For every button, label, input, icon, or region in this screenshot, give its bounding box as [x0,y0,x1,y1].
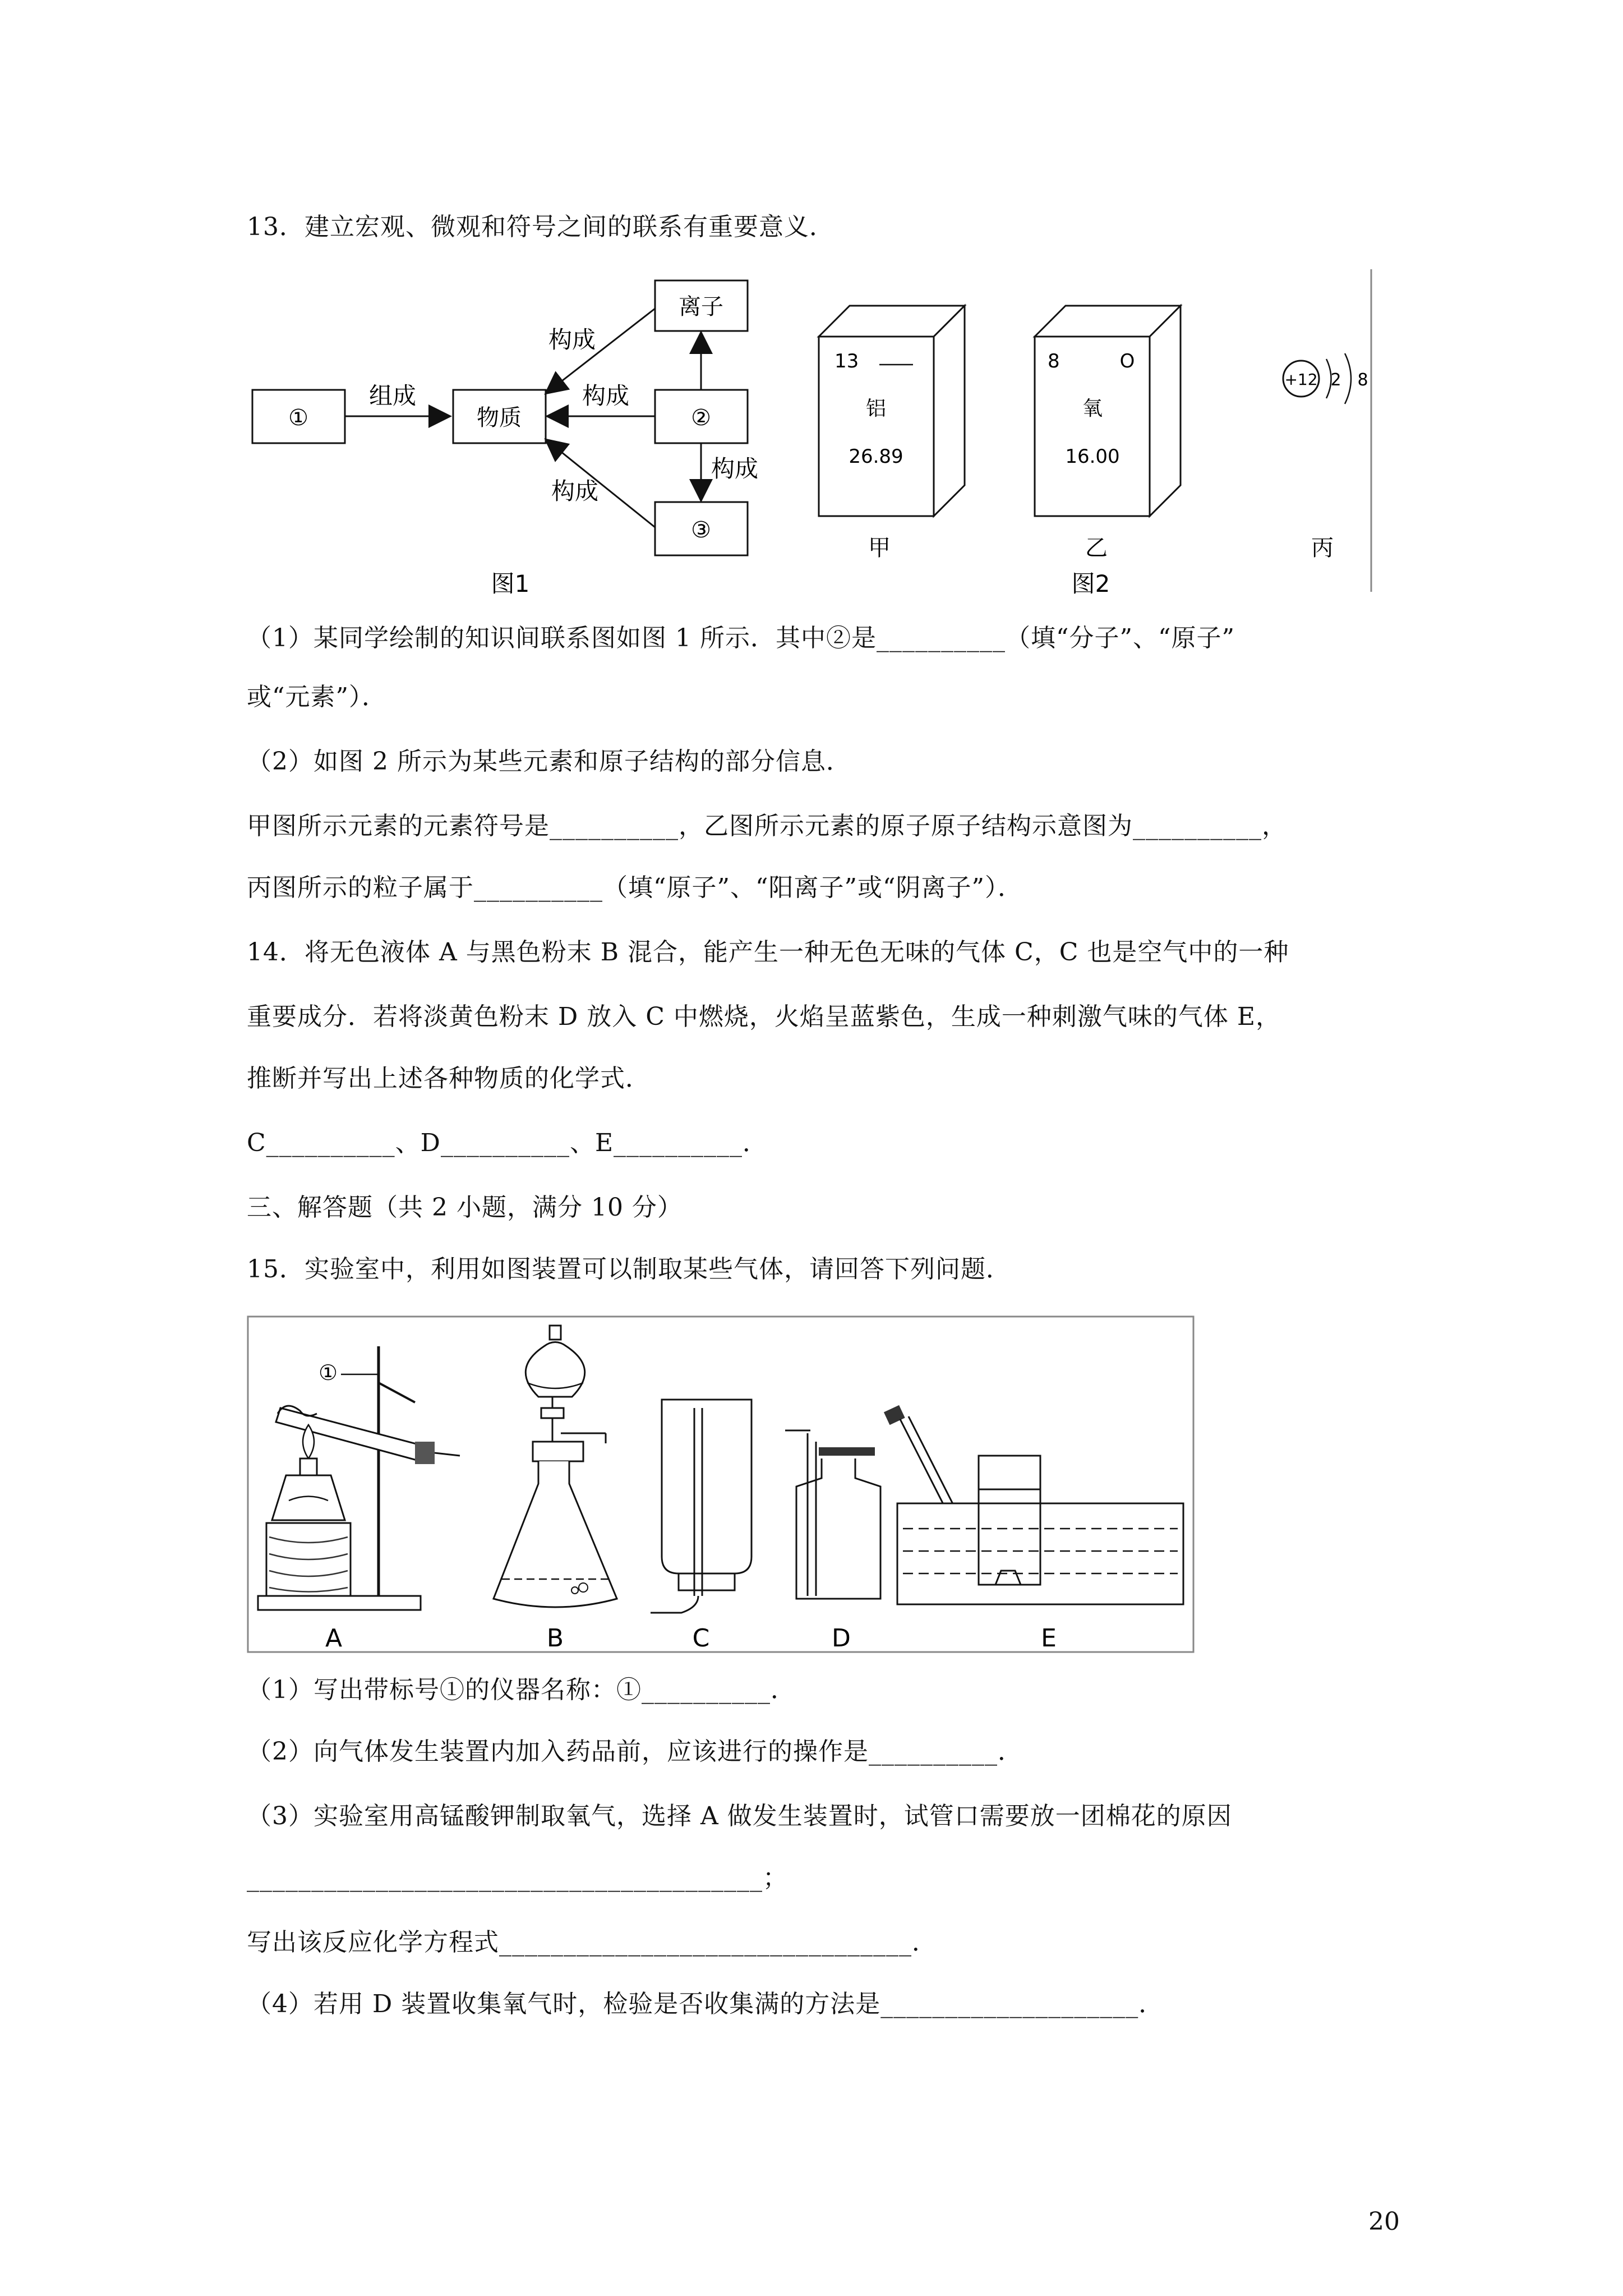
apparatus-d [785,1430,880,1653]
q15-part3-line1: （3）实验室用高锰酸钾制取氧气，选择 A 做发生装置时，试管口需要放一团棉花的原因 [247,1802,1232,1830]
q15-part3-line2: ________________________________________； [247,1864,788,1892]
svg-text:C: C [692,1624,710,1653]
element-card-yi [1035,306,1181,561]
q14-line1: 14．将无色液体 A 与黑色粉末 B 混合，能产生一种无色无味的气体 C，C 也是空气中的一种 [247,938,1289,967]
q13-part1-line2: 或“元素”）． [247,683,387,711]
apparatus-e [884,1405,1183,1653]
section-heading: 三、解答题（共 2 小题，满分 10 分） [247,1193,683,1222]
svg-text:氧: 氧 [1082,397,1103,420]
page-number: 20 [1368,2207,1400,2236]
box-2 [655,390,748,443]
q13-part2-line3: 丙图所示的粒子属于__________（填“原子”、“阳离子”或“阴离子”）． [247,873,1023,902]
svg-text:②: ② [691,405,711,431]
q15-part4: （4）若用 D 装置收集氧气时，检验是否收集满的方法是____________________． [247,1990,1164,2018]
svg-text:离子: 离子 [679,294,723,320]
q14-line3: 推断并写出上述各种物质的化学式． [247,1064,651,1093]
svg-text:13: 13 [834,350,859,372]
svg-text:26.89: 26.89 [849,445,903,468]
atom-structure-bing [1283,353,1368,561]
label-compose: 组成 [368,382,417,409]
svg-text:①: ① [288,405,308,431]
svg-text:丙: 丙 [1311,535,1334,561]
svg-text:A: A [325,1624,343,1653]
svg-text:③: ③ [691,517,711,543]
box-1 [252,390,345,443]
svg-text:E: E [1041,1624,1057,1653]
svg-text:甲: 甲 [868,535,891,561]
q13-figure [247,269,1385,600]
svg-text:乙: 乙 [1085,535,1108,561]
svg-text:2: 2 [1330,370,1341,390]
apparatus-c [651,1400,751,1653]
fig1-caption: 图1 [491,570,530,597]
element-card-jia [819,306,965,561]
q13-part2-line2: 甲图所示元素的元素符号是__________，乙图所示元素的原子原子结构示意图为__________， [247,812,1287,840]
q13-part1-line1: （1）某同学绘制的知识间联系图如图 1 所示．其中②是__________（填“分子”、“原子” [247,624,1235,652]
svg-text:铝: 铝 [865,397,887,420]
label-constitute-top: 构成 [548,326,596,353]
apparatus-b [494,1326,617,1653]
q13-title: 13．建立宏观、微观和符号之间的联系有重要意义． [247,213,834,241]
box-ion [655,280,748,331]
q15-part1: （1）写出带标号①的仪器名称：①__________． [247,1676,796,1704]
svg-text:物质: 物质 [477,405,522,431]
box-3 [655,502,748,555]
svg-text:8: 8 [1357,370,1368,390]
q15-apparatus-figure [247,1315,1200,1663]
box-matter [453,390,546,443]
marker-1: ① [318,1360,338,1385]
svg-text:B: B [546,1624,564,1653]
svg-text:8: 8 [1048,350,1060,372]
svg-text:D: D [832,1624,851,1653]
fig2-caption: 图2 [1071,570,1110,597]
q15-title: 15．实验室中，利用如图装置可以制取某些气体，请回答下列问题． [247,1255,1011,1283]
svg-text:O: O [1119,350,1135,372]
svg-text:16.00: 16.00 [1065,445,1120,468]
q13-part2-line1: （2）如图 2 所示为某些元素和原子结构的部分信息． [247,747,851,776]
svg-text:+12: +12 [1284,370,1318,389]
label-constitute-bottom: 构成 [551,477,599,505]
apparatus-a [258,1346,460,1653]
q15-part3-line3: 写出该反应化学方程式________________________________． [247,1928,937,1957]
label-constitute-right: 构成 [711,455,759,482]
q15-part2: （2）向气体发生装置内加入药品前，应该进行的操作是__________． [247,1737,1023,1766]
label-constitute-mid: 构成 [582,382,630,409]
q14-line2: 重要成分．若将淡黄色粉末 D 放入 C 中燃烧，火焰呈蓝紫色，生成一种刺激气味的气体 E， [247,1002,1281,1031]
q14-line4: C__________、D__________、E__________． [247,1129,768,1157]
